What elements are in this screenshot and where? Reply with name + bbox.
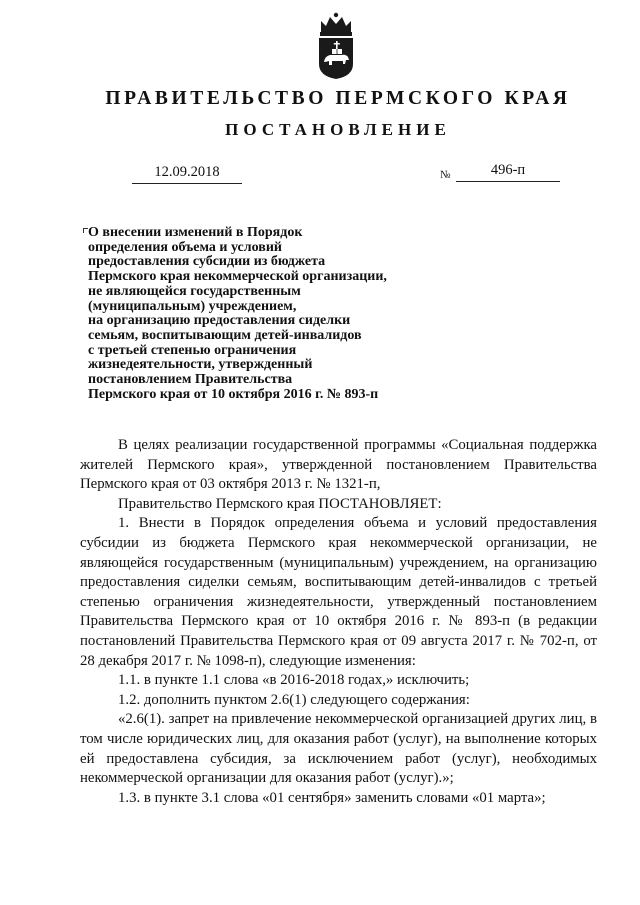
subject-line: Пермского края некоммерческой организации, <box>88 269 387 285</box>
government-title: ПРАВИТЕЛЬСТВО ПЕРМСКОГО КРАЯ <box>105 88 571 109</box>
subject-line: О внесении изменений в Порядок <box>88 225 303 240</box>
subject-line: жизнедеятельности, утвержденный <box>88 357 313 373</box>
body-paragraph: 1.2. дополнить пунктом 2.6(1) следующего содержания: <box>118 691 470 708</box>
body-paragraph: В целях реализации государственной программы «Социальная поддержка жителей Пермского края», утвержденной постановлением Правительства Пермского края от 03 октября 2013 г. № 1321-п, <box>80 437 597 493</box>
subject-line: на организацию предоставления сиделки <box>88 313 351 329</box>
document-subject <box>88 226 448 402</box>
body-paragraph: Правительство Пермского края ПОСТАНОВЛЯЕТ: <box>118 495 442 512</box>
document-type: ПОСТАНОВЛЕНИЕ <box>225 120 451 139</box>
document-number: 496-п <box>456 162 560 182</box>
body-paragraph: 1.1. в пункте 1.1 слова «в 2016-2018 годах,» исключить; <box>118 672 470 689</box>
subject-line: постановлением Правительства <box>88 372 293 388</box>
body-paragraph: «2.6(1). запрет на привлечение некоммерческой организацией других лиц, в том числе юридических лиц, для оказания работ (услуг), на выполнение которых ей предоставлена субсидия, за исключением работ (услуг), необходимых некоммерческой организации для оказания работ (услуг).»; <box>80 711 597 787</box>
subject-line: предоставления субсидии из бюджета <box>88 254 326 270</box>
perm-krai-coat-of-arms-icon <box>315 12 357 80</box>
document-body <box>80 436 597 808</box>
subject-line: (муниципальным) учреждением, <box>88 298 297 314</box>
document-date: 12.09.2018 <box>132 164 242 184</box>
subject-line: не являющейся государственным <box>88 283 301 299</box>
subject-line: Пермского края от 10 октября 2016 г. № 893-п <box>88 386 379 402</box>
subject-line: определения объема и условий <box>88 239 282 255</box>
number-sign: № <box>440 169 451 181</box>
body-paragraph: 1. Внести в Порядок определения объема и условий предоставления субсидии из бюджета Пермского края некоммерческой организации, не являющейся государственным (муниципальным) учреждением, на организацию предоставления сиделки семьям, воспитывающим детей-инвалидов с третьей степенью ограничения жизнедеятельности, утвержденный постановлением Правительства Пермского края от 10 октября 2016 г. № 893-п (в редакции постановлений Правительства Пермского края от 09 августа 2017 г. № 702-п, от 28 декабря 2017 г. № 1098-п), следующие изменения: <box>80 515 597 669</box>
subject-line: семьям, воспитывающим детей-инвалидов <box>88 327 362 343</box>
subject-line: с третьей степенью ограничения <box>88 342 297 358</box>
body-paragraph: 1.3. в пункте 3.1 слова «01 сентября» заменить словами «01 марта»; <box>118 789 546 806</box>
